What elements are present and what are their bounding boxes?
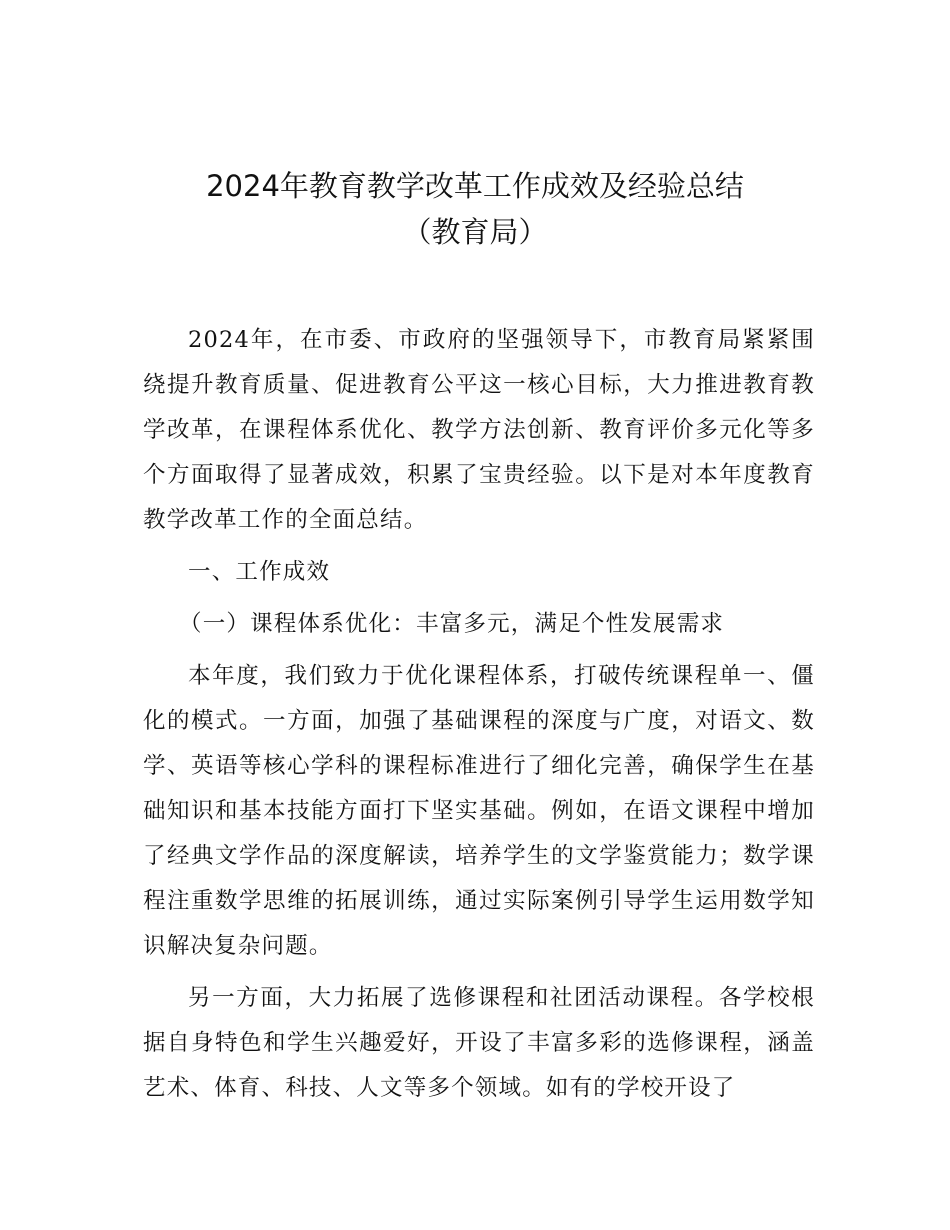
subsection-heading-curriculum: （一）课程体系优化：丰富多元，满足个性发展需求 xyxy=(179,611,725,637)
title-block xyxy=(0,163,950,255)
document-body xyxy=(143,318,815,1118)
paragraph-electives: 另一方面，大力拓展了选修课程和社团活动课程。各学校根据自身特色和学生兴趣爱好，开设了丰富多彩的选修课程，涵盖艺术、体育、科技、人文等多个领域。如有的学校开设了 xyxy=(143,985,815,1101)
document-subtitle: （教育局） xyxy=(402,215,548,249)
document-title: 2024年教育教学改革工作成效及经验总结 xyxy=(206,169,744,203)
section-heading-achievements: 一、工作成效 xyxy=(188,559,331,585)
intro-paragraph: 2024年，在市委、市政府的坚强领导下，市教育局紧紧围绕提升教育质量、促进教育公平这一核心目标，大力推进教育教学改革，在课程体系优化、教学方法创新、教育评价多元化等多个方面取得了显著成效，积累了宝贵经验。以下是对本年度教育教学改革工作的全面总结。 xyxy=(143,327,815,533)
paragraph-curriculum-basics: 本年度，我们致力于优化课程体系，打破传统课程单一、僵化的模式。一方面，加强了基础课程的深度与广度，对语文、数学、英语等核心学科的课程标准进行了细化完善，确保学生在基础知识和基本技能方面打下坚实基础。例如，在语文课程中增加了经典文学作品的深度解读，培养学生的文学鉴赏能力；数学课程注重数学思维的拓展训练，通过实际案例引导学生运用数学知识解决复杂问题。 xyxy=(143,663,815,959)
